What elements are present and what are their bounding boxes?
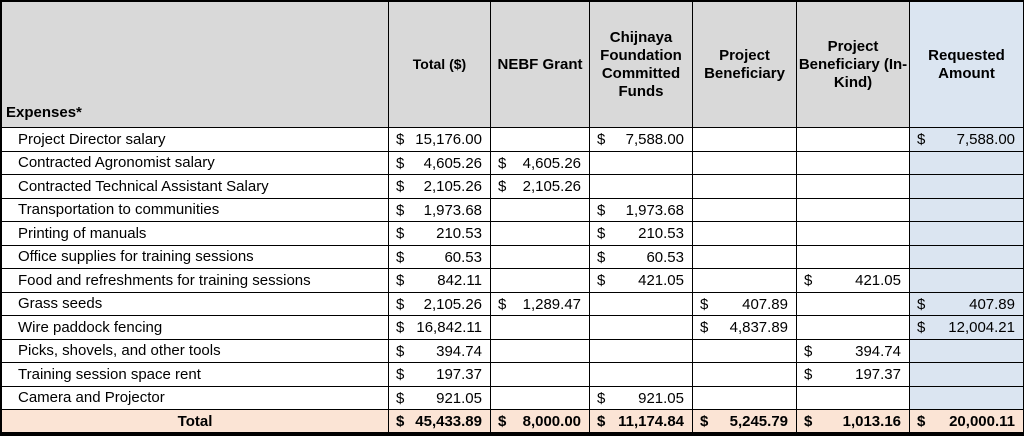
in-kind-cell <box>797 269 910 293</box>
chijnaya-funds-cell <box>590 410 693 433</box>
header-chijnaya-funds: Chijnaya Foundation Committed Funds <box>590 2 693 128</box>
in-kind-cell <box>797 363 910 387</box>
nebf-grant-cell <box>491 339 590 363</box>
header-beneficiary-in-kind: Project Beneficiary (In-Kind) <box>797 2 910 128</box>
amount-value: 421.05 <box>855 272 901 289</box>
amount-value: 8,000.00 <box>522 413 581 430</box>
nebf-grant-cell <box>491 269 590 293</box>
requested-amount-cell <box>910 198 1024 222</box>
expense-label: Grass seeds <box>2 292 389 316</box>
total-cell <box>389 269 491 293</box>
expense-label: Camera and Projector <box>2 386 389 410</box>
budget-table <box>1 1 1024 433</box>
chijnaya-funds-cell <box>590 363 693 387</box>
total-cell <box>389 128 491 152</box>
project-beneficiary-cell <box>693 222 797 246</box>
table-row <box>2 222 1024 246</box>
amount-value: 15,176.00 <box>415 131 482 148</box>
amount-value: 12,004.21 <box>948 319 1015 336</box>
amount-value: 1,973.68 <box>625 201 684 219</box>
currency-symbol: $ <box>804 272 813 289</box>
currency-symbol: $ <box>597 248 606 266</box>
currency-symbol: $ <box>396 225 405 242</box>
currency-symbol: $ <box>396 154 405 172</box>
amount-value: 16,842.11 <box>416 319 482 336</box>
currency-symbol: $ <box>498 154 507 172</box>
in-kind-cell <box>797 198 910 222</box>
header-row <box>2 2 1024 128</box>
chijnaya-funds-cell <box>590 151 693 175</box>
amount-value: 197.37 <box>436 366 482 383</box>
project-beneficiary-cell <box>693 410 797 433</box>
requested-amount-cell <box>910 128 1024 152</box>
requested-amount-cell <box>910 245 1024 269</box>
nebf-grant-cell <box>491 292 590 316</box>
currency-symbol: $ <box>597 131 606 148</box>
requested-amount-cell <box>910 410 1024 433</box>
nebf-grant-cell <box>491 222 590 246</box>
header-project-beneficiary: Project Beneficiary <box>693 2 797 128</box>
table-row <box>2 316 1024 340</box>
amount-value: 2,105.26 <box>522 178 581 195</box>
expense-label: Transportation to communities <box>2 198 389 222</box>
currency-symbol: $ <box>917 131 926 148</box>
chijnaya-funds-cell <box>590 198 693 222</box>
requested-amount-cell <box>910 386 1024 410</box>
project-beneficiary-cell <box>693 386 797 410</box>
expense-label: Food and refreshments for training sessions <box>2 269 389 293</box>
nebf-grant-cell <box>491 363 590 387</box>
currency-symbol: $ <box>396 389 405 407</box>
total-cell <box>389 151 491 175</box>
amount-value: 4,605.26 <box>522 154 581 172</box>
in-kind-cell <box>797 316 910 340</box>
currency-symbol: $ <box>597 225 606 242</box>
currency-symbol: $ <box>498 413 507 430</box>
project-beneficiary-cell <box>693 339 797 363</box>
amount-value: 210.53 <box>436 225 482 242</box>
expense-label: Wire paddock fencing <box>2 316 389 340</box>
project-beneficiary-cell <box>693 151 797 175</box>
nebf-grant-cell <box>491 316 590 340</box>
total-cell <box>389 175 491 199</box>
amount-value: 394.74 <box>855 342 901 360</box>
requested-amount-cell <box>910 151 1024 175</box>
requested-amount-cell <box>910 363 1024 387</box>
amount-value: 7,588.00 <box>625 131 684 148</box>
chijnaya-funds-cell <box>590 175 693 199</box>
amount-value: 197.37 <box>855 366 901 383</box>
expense-label: Printing of manuals <box>2 222 389 246</box>
currency-symbol: $ <box>597 413 606 430</box>
in-kind-cell <box>797 245 910 269</box>
total-cell <box>389 316 491 340</box>
in-kind-cell <box>797 292 910 316</box>
amount-value: 2,105.26 <box>423 178 482 195</box>
chijnaya-funds-cell <box>590 292 693 316</box>
nebf-grant-cell <box>491 386 590 410</box>
expense-label: Picks, shovels, and other tools <box>2 339 389 363</box>
nebf-grant-cell <box>491 128 590 152</box>
currency-symbol: $ <box>396 319 405 336</box>
requested-amount-cell <box>910 269 1024 293</box>
amount-value: 2,105.26 <box>423 295 482 313</box>
in-kind-cell <box>797 222 910 246</box>
project-beneficiary-cell <box>693 269 797 293</box>
table-row <box>2 292 1024 316</box>
in-kind-cell <box>797 339 910 363</box>
expense-label: Contracted Technical Assistant Salary <box>2 175 389 199</box>
total-cell <box>389 363 491 387</box>
amount-value: 921.05 <box>436 389 482 407</box>
amount-value: 60.53 <box>646 248 684 266</box>
amount-value: 4,837.89 <box>729 319 788 336</box>
currency-symbol: $ <box>498 295 507 313</box>
in-kind-cell <box>797 386 910 410</box>
amount-value: 921.05 <box>638 389 684 407</box>
nebf-grant-cell <box>491 151 590 175</box>
chijnaya-funds-cell <box>590 316 693 340</box>
amount-value: 407.89 <box>969 295 1015 313</box>
currency-symbol: $ <box>700 319 709 336</box>
header-requested-amount: Requested Amount <box>910 2 1024 128</box>
header-expenses: Expenses* <box>2 2 389 128</box>
in-kind-cell <box>797 128 910 152</box>
amount-value: 60.53 <box>444 248 482 266</box>
chijnaya-funds-cell <box>590 339 693 363</box>
amount-value: 5,245.79 <box>729 413 788 430</box>
currency-symbol: $ <box>917 295 926 313</box>
total-row <box>2 410 1024 433</box>
currency-symbol: $ <box>804 413 813 430</box>
table-row <box>2 175 1024 199</box>
total-label: Total <box>2 410 389 433</box>
currency-symbol: $ <box>700 295 709 313</box>
amount-value: 407.89 <box>742 295 788 313</box>
table-row <box>2 363 1024 387</box>
header-total: Total ($) <box>389 2 491 128</box>
currency-symbol: $ <box>804 342 813 360</box>
total-cell <box>389 245 491 269</box>
nebf-grant-cell <box>491 410 590 433</box>
total-cell <box>389 339 491 363</box>
currency-symbol: $ <box>396 201 405 219</box>
currency-symbol: $ <box>396 131 405 148</box>
amount-value: 4,605.26 <box>423 154 482 172</box>
currency-symbol: $ <box>804 366 813 383</box>
project-beneficiary-cell <box>693 363 797 387</box>
requested-amount-cell <box>910 222 1024 246</box>
currency-symbol: $ <box>597 389 606 407</box>
total-cell <box>389 198 491 222</box>
nebf-grant-cell <box>491 245 590 269</box>
amount-value: 1,013.16 <box>842 413 901 430</box>
table-row <box>2 269 1024 293</box>
currency-symbol: $ <box>498 178 507 195</box>
amount-value: 421.05 <box>638 272 684 289</box>
expense-label: Contracted Agronomist salary <box>2 151 389 175</box>
project-beneficiary-cell <box>693 128 797 152</box>
currency-symbol: $ <box>396 366 405 383</box>
currency-symbol: $ <box>396 295 405 313</box>
in-kind-cell <box>797 151 910 175</box>
project-beneficiary-cell <box>693 292 797 316</box>
currency-symbol: $ <box>396 413 405 430</box>
requested-amount-cell <box>910 292 1024 316</box>
total-cell <box>389 386 491 410</box>
expense-label: Project Director salary <box>2 128 389 152</box>
chijnaya-funds-cell <box>590 386 693 410</box>
header-nebf-grant: NEBF Grant <box>491 2 590 128</box>
currency-symbol: $ <box>396 178 405 195</box>
amount-value: 7,588.00 <box>956 131 1015 148</box>
requested-amount-cell <box>910 316 1024 340</box>
in-kind-cell <box>797 175 910 199</box>
table-row <box>2 339 1024 363</box>
requested-amount-cell <box>910 175 1024 199</box>
currency-symbol: $ <box>917 319 926 336</box>
table-row <box>2 198 1024 222</box>
project-beneficiary-cell <box>693 245 797 269</box>
amount-value: 210.53 <box>638 225 684 242</box>
table-row <box>2 386 1024 410</box>
amount-value: 1,289.47 <box>522 295 581 313</box>
amount-value: 45,433.89 <box>415 413 482 430</box>
requested-amount-cell <box>910 339 1024 363</box>
nebf-grant-cell <box>491 175 590 199</box>
amount-value: 1,973.68 <box>423 201 482 219</box>
currency-symbol: $ <box>396 342 405 360</box>
table-row <box>2 151 1024 175</box>
expense-label: Office supplies for training sessions <box>2 245 389 269</box>
project-beneficiary-cell <box>693 175 797 199</box>
total-cell <box>389 292 491 316</box>
currency-symbol: $ <box>917 413 926 430</box>
currency-symbol: $ <box>597 201 606 219</box>
amount-value: 11,174.84 <box>618 413 684 430</box>
total-cell <box>389 410 491 433</box>
chijnaya-funds-cell <box>590 245 693 269</box>
in-kind-cell <box>797 410 910 433</box>
expense-label: Training session space rent <box>2 363 389 387</box>
amount-value: 394.74 <box>436 342 482 360</box>
total-cell <box>389 222 491 246</box>
chijnaya-funds-cell <box>590 269 693 293</box>
project-beneficiary-cell <box>693 316 797 340</box>
amount-value: 20,000.11 <box>949 413 1015 430</box>
currency-symbol: $ <box>700 413 709 430</box>
currency-symbol: $ <box>396 272 405 289</box>
table-row <box>2 245 1024 269</box>
chijnaya-funds-cell <box>590 222 693 246</box>
project-beneficiary-cell <box>693 198 797 222</box>
amount-value: 842.11 <box>437 272 482 289</box>
chijnaya-funds-cell <box>590 128 693 152</box>
table-row <box>2 128 1024 152</box>
nebf-grant-cell <box>491 198 590 222</box>
currency-symbol: $ <box>396 248 405 266</box>
currency-symbol: $ <box>597 272 606 289</box>
